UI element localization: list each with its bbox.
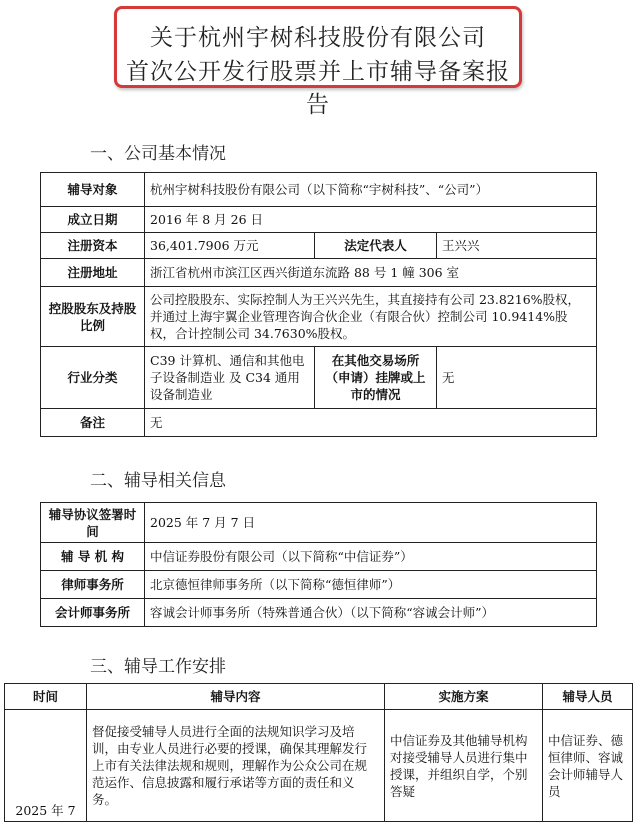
report-title-box <box>114 6 522 118</box>
schedule-time: 2025 年 7 <box>5 710 87 822</box>
tutored-value: 杭州宇树科技股份有限公司（以下简称“宇树科技”、“公司”） <box>145 173 597 207</box>
report-title-line-2: 首次公开发行股票并上市辅导备案报告 <box>126 59 510 118</box>
shareholder-value: 公司控股股东、实际控制人为王兴兴先生，其直接持有公司 23.8216%股权，并通过上海宇翼企业管理咨询合伙企业（有限合伙）控制公司 10.9414%股权，合计控制公司 34.7630%股权。 <box>145 287 597 347</box>
capital-label: 注册资本 <box>41 233 145 259</box>
accounting-firm-value: 容诚会计师事务所（特殊普通合伙）（以下简称“容诚会计师”） <box>145 599 597 627</box>
capital-value: 36,401.7906 万元 <box>145 233 315 259</box>
header-content: 辅导内容 <box>87 684 385 710</box>
schedule-header-row <box>5 684 633 710</box>
tutoring-info-table <box>40 502 597 627</box>
institution-label: 辅 导 机 构 <box>41 543 145 571</box>
row-law-firm <box>41 571 597 599</box>
schedule-row <box>5 710 633 822</box>
row-accounting-firm <box>41 599 597 627</box>
header-staff: 辅导人员 <box>543 684 633 710</box>
address-label: 注册地址 <box>41 259 145 287</box>
law-firm-value: 北京德恒律师事务所（以下简称“德恒律师”） <box>145 571 597 599</box>
address-value: 浙江省杭州市滨江区西兴街道东流路 88 号 1 幢 306 室 <box>145 259 597 287</box>
row-founded <box>41 207 597 233</box>
section3-heading: 三、辅导工作安排 <box>90 657 226 677</box>
tutored-label: 辅导对象 <box>41 173 145 207</box>
schedule-plan: 中信证券及其他辅导机构对接受辅导人员进行集中授课，并组织自学，个别答疑 <box>385 710 543 822</box>
header-time: 时间 <box>5 684 87 710</box>
schedule-staff: 中信证券、德恒律师、容诚会计师辅导人员 <box>543 710 633 822</box>
row-remark <box>41 409 597 437</box>
agreement-value: 2025 年 7 月 7 日 <box>145 503 597 543</box>
row-industry <box>41 347 597 409</box>
other-listing-label: 在其他交易场所（申请）挂牌或上市的情况 <box>315 347 437 409</box>
row-tutored <box>41 173 597 207</box>
work-schedule-table <box>4 683 633 822</box>
founded-value: 2016 年 8 月 26 日 <box>145 207 597 233</box>
report-title-line-1: 关于杭州宇树科技股份有限公司 <box>150 25 486 51</box>
founded-label: 成立日期 <box>41 207 145 233</box>
institution-value: 中信证券股份有限公司（以下简称“中信证券”） <box>145 543 597 571</box>
row-agreement <box>41 503 597 543</box>
schedule-content: 督促接受辅导人员进行全面的法规知识学习及培训，由专业人员进行必要的授课，确保其理解发行上市有关法律法规和规则，理解作为公众公司在规范运作、信息披露和履行承诺等方面的责任和义务。 <box>87 710 385 822</box>
company-info-table <box>40 172 597 437</box>
industry-label: 行业分类 <box>41 347 145 409</box>
agreement-label: 辅导协议签署时间 <box>41 503 145 543</box>
law-firm-label: 律师事务所 <box>41 571 145 599</box>
row-shareholder <box>41 287 597 347</box>
header-plan: 实施方案 <box>385 684 543 710</box>
section2-heading: 二、辅导相关信息 <box>90 471 226 491</box>
accounting-firm-label: 会计师事务所 <box>41 599 145 627</box>
legal-rep-value: 王兴兴 <box>437 233 597 259</box>
row-institution <box>41 543 597 571</box>
other-listing-value: 无 <box>437 347 597 409</box>
industry-value: C39 计算机、通信和其他电子设备制造业 及 C34 通用设备制造业 <box>145 347 315 409</box>
row-address <box>41 259 597 287</box>
section1-heading: 一、公司基本情况 <box>90 144 226 164</box>
shareholder-label: 控股股东及持股比例 <box>41 287 145 347</box>
legal-rep-label: 法定代表人 <box>315 233 437 259</box>
remark-label: 备注 <box>41 409 145 437</box>
remark-value: 无 <box>145 409 597 437</box>
row-capital <box>41 233 597 259</box>
